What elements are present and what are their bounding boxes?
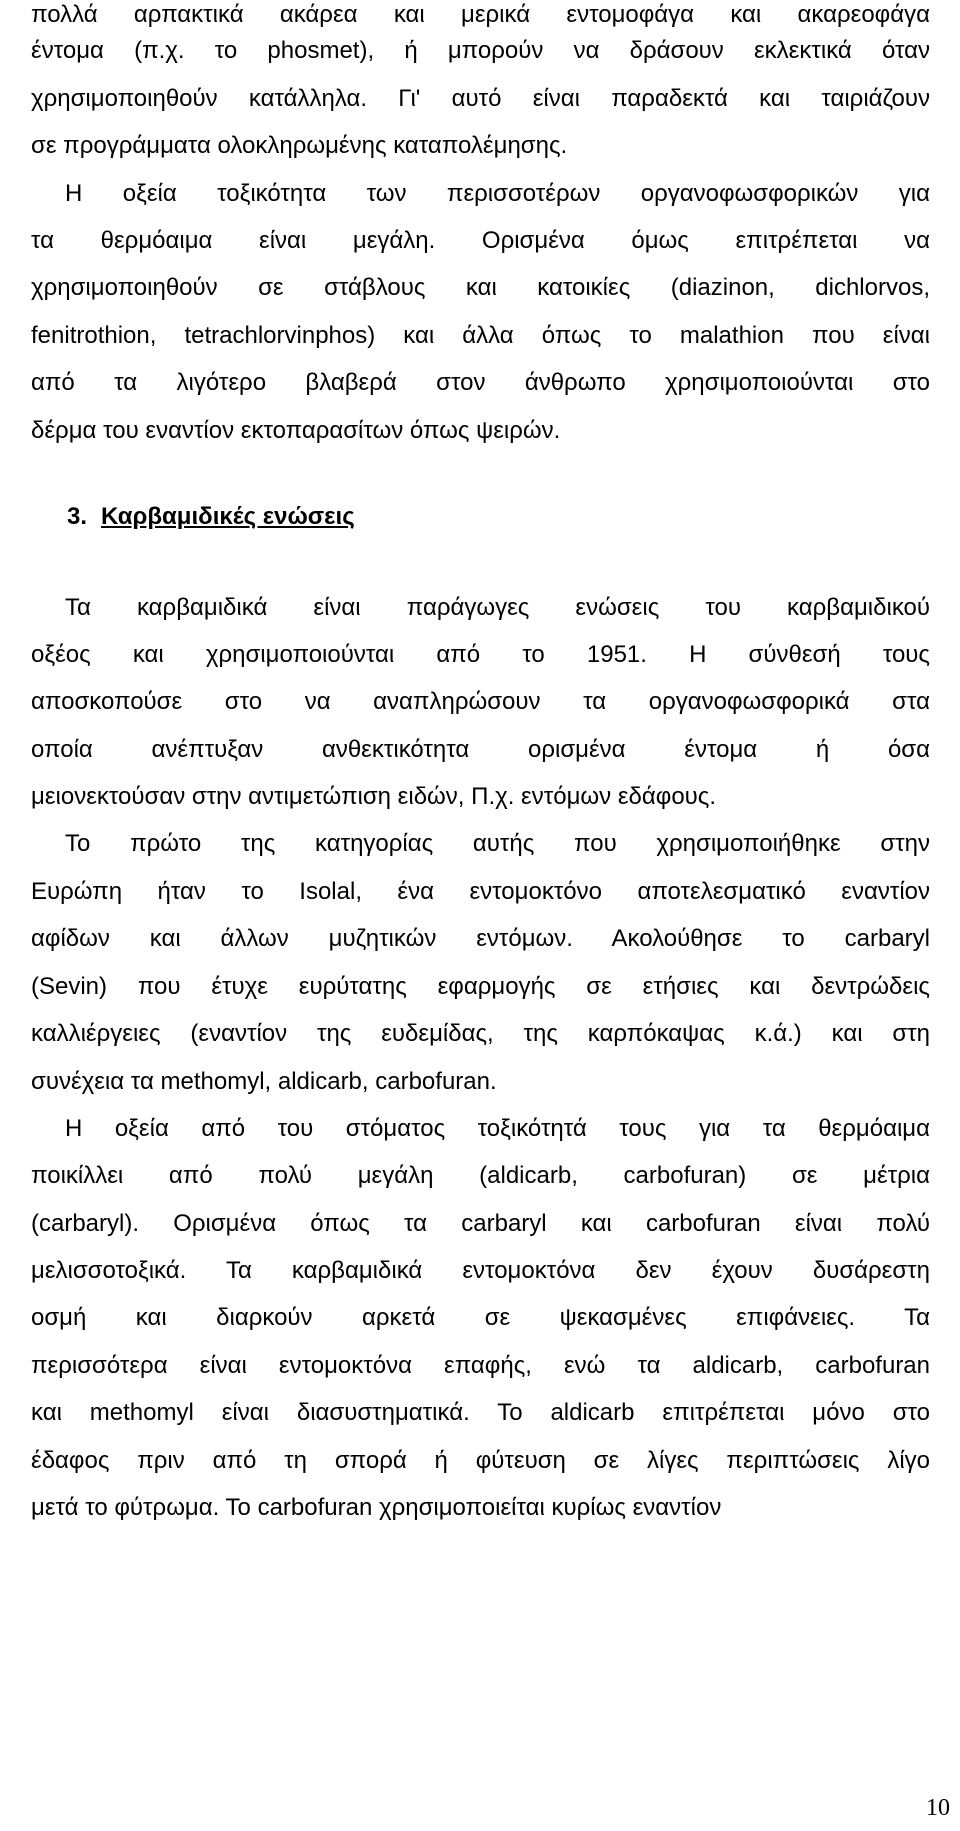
text-line: μελισσοτοξικά. Τα καρβαμιδικά εντομοκτόνα δεν έχουν δυσάρεστη bbox=[31, 1257, 930, 1284]
text-line: περισσότερα είναι εντομοκτόνα επαφής, ενώ τα aldicarb, carbofuran bbox=[31, 1352, 930, 1379]
section-number: 3. bbox=[67, 503, 88, 530]
text-line: οποία ανέπτυξαν ανθεκτικότητα ορισμένα έντομα ή όσα bbox=[31, 736, 930, 763]
text-line: Ευρώπη ήταν το Isolal, ένα εντομοκτόνο αποτελεσματικό εναντίον bbox=[31, 878, 930, 905]
text-line: (Sevin) που έτυχε ευρύτατης εφαρμογής σε ετήσιες και δεντρώδεις bbox=[31, 973, 930, 1000]
text-line: δέρμα του εναντίον εκτοπαρασίτων όπως ψειρών. bbox=[31, 417, 561, 444]
text-line: χρησιμοποιηθούν σε στάβλους και κατοικίες (diazinon, dichlorvos, bbox=[31, 274, 930, 301]
text-line: συνέχεια τα methomyl, aldicarb, carbofuran. bbox=[31, 1068, 497, 1095]
text-line: ποικίλλει από πολύ μεγάλη (aldicarb, carbofuran) σε μέτρια bbox=[31, 1162, 930, 1189]
text-line: πολλά αρπακτικά ακάρεα και μερικά εντομοφάγα και ακαρεοφάγα bbox=[31, 1, 930, 28]
text-line: έντομα (π.χ. το phosmet), ή μπορούν να δράσουν εκλεκτικά όταν bbox=[31, 37, 930, 64]
section-title: Καρβαμιδικές ενώσεις bbox=[101, 503, 355, 530]
page-number: 10 bbox=[926, 1795, 950, 1821]
text-line: fenitrothion, tetrachlorvinphos) και άλλα όπως το malathion που είναι bbox=[31, 322, 930, 349]
text-line: Τα καρβαμιδικά είναι παράγωγες ενώσεις του καρβαμιδικού bbox=[65, 594, 930, 621]
text-line: σε προγράμματα ολοκληρωμένης καταπολέμησης. bbox=[31, 132, 568, 159]
text-line: αφίδων και άλλων μυζητικών εντόμων. Ακολούθησε το carbaryl bbox=[31, 925, 930, 952]
text-line: έδαφος πριν από τη σπορά ή φύτευση σε λίγες περιπτώσεις λίγο bbox=[31, 1447, 930, 1474]
text-line: Το πρώτο της κατηγορίας αυτής που χρησιμοποιήθηκε στην bbox=[65, 830, 930, 857]
text-line: αποσκοπούσε στο να αναπληρώσουν τα οργανοφωσφορικά στα bbox=[31, 688, 930, 715]
text-line: χρησιμοποιηθούν κατάλληλα. Γι' αυτό είναι παραδεκτά και ταιριάζουν bbox=[31, 85, 930, 112]
text-line: Η οξεία τοξικότητα των περισσοτέρων οργανοφωσφορικών για bbox=[65, 180, 930, 207]
text-line: οξέος και χρησιμοποιούνται από το 1951. Η σύνθεσή τους bbox=[31, 641, 930, 668]
text-line: (carbaryl). Ορισμένα όπως τα carbaryl και carbofuran είναι πολύ bbox=[31, 1210, 930, 1237]
text-line: και methomyl είναι διασυστηματικά. Το aldicarb επιτρέπεται μόνο στο bbox=[31, 1399, 930, 1426]
text-line: από τα λιγότερο βλαβερά στον άνθρωπο χρησιμοποιούνται στο bbox=[31, 369, 930, 396]
section-heading bbox=[67, 502, 355, 532]
text-line: τα θερμόαιμα είναι μεγάλη. Ορισμένα όμως επιτρέπεται να bbox=[31, 227, 930, 254]
text-line: καλλιέργειες (εναντίον της ευδεμίδας, της καρπόκαψας κ.ά.) και στη bbox=[31, 1020, 930, 1047]
text-line: μετά το φύτρωμα. Το carbofuran χρησιμοποιείται κυρίως εναντίον bbox=[31, 1494, 722, 1521]
text-line: Η οξεία από του στόματος τοξικότητά τους για τα θερμόαιμα bbox=[65, 1115, 930, 1142]
text-line: μειονεκτούσαν στην αντιμετώπιση ειδών, Π.χ. εντόμων εδάφους. bbox=[31, 783, 717, 810]
text-line: οσμή και διαρκούν αρκετά σε ψεκασμένες επιφάνειες. Τα bbox=[31, 1304, 930, 1331]
